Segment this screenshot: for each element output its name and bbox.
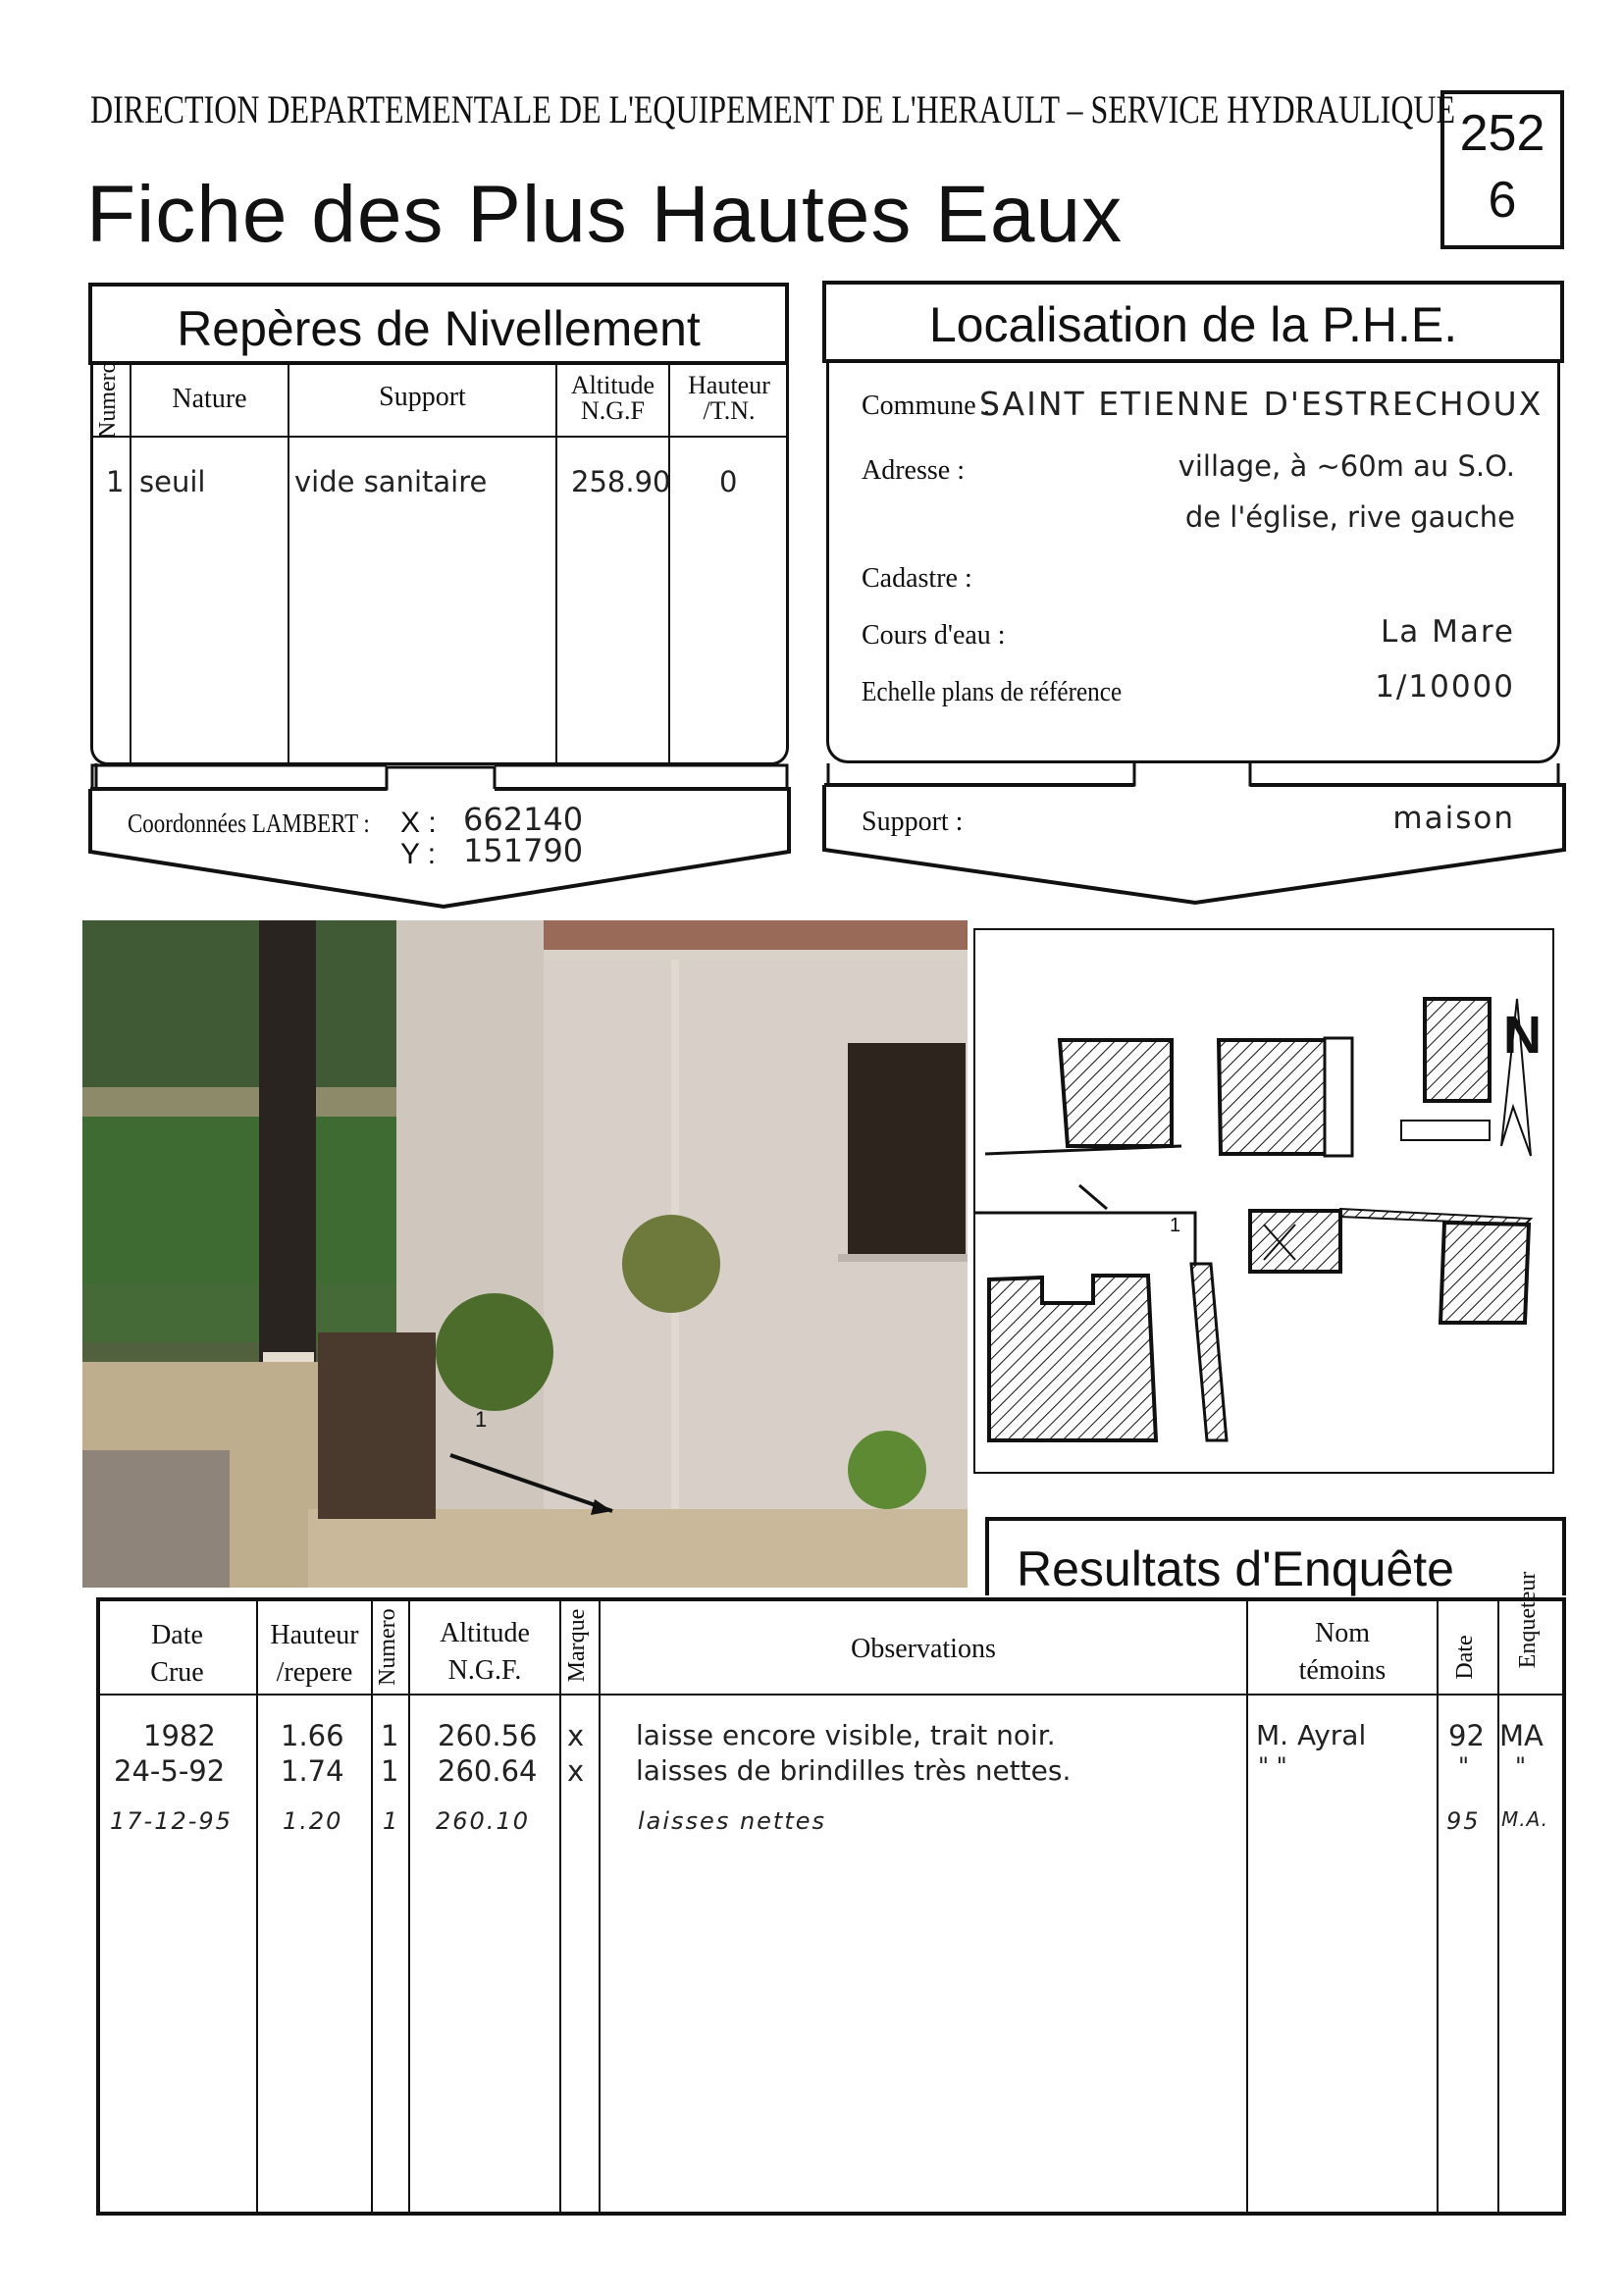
res-col-altitude (410, 1615, 559, 1690)
row3-numero: 1 (383, 1807, 400, 1835)
row3-observations: laisses nettes (638, 1807, 827, 1835)
res-col-nom-line2: témoins (1298, 1655, 1387, 1686)
res-col-hauteur-line2: /repere (276, 1657, 353, 1688)
row1-numero: 1 (381, 1719, 399, 1752)
adresse-label: Adresse : (862, 455, 965, 486)
reperes-title: Repères de Nivellement (177, 301, 701, 356)
commune-value: SAINT ETIENNE D'ESTRECHOUX (979, 385, 1544, 423)
row1-date: 92 (1448, 1719, 1485, 1752)
res-col-observations: Observations (851, 1634, 996, 1664)
res-col-numero: Numero (375, 1608, 400, 1686)
row2-temoin: " " (1258, 1752, 1287, 1780)
reference-number: 252 (1459, 105, 1545, 162)
res-col-altitude-line2: N.G.F. (447, 1655, 522, 1686)
reference-box (1440, 90, 1564, 249)
north-label: N (1503, 1006, 1542, 1065)
support-label: Support : (862, 807, 964, 837)
reperes-row-numero: 1 (106, 465, 125, 498)
res-col-date-crue-line1: Date (151, 1620, 203, 1650)
row2-observations: laisses de brindilles très nettes. (636, 1754, 1072, 1787)
row3-hauteur: 1.20 (283, 1807, 343, 1835)
res-col-date-crue (98, 1617, 256, 1692)
reperes-col-altitude (557, 373, 668, 424)
row2-hauteur: 1.74 (281, 1754, 344, 1788)
row2-marque: x (567, 1754, 585, 1788)
res-col-altitude-line1: Altitude (440, 1618, 530, 1648)
reperes-col-hauteur (670, 373, 788, 424)
row1-temoin: M. Ayral (1256, 1719, 1367, 1751)
echelle-value: 1/10000 (1375, 669, 1515, 704)
reperes-row-altitude: 258.90 (571, 465, 671, 498)
row1-date-crue: 1982 (143, 1719, 216, 1752)
row2-altitude: 260.64 (438, 1754, 538, 1788)
res-col-hauteur (258, 1617, 371, 1692)
res-col-nom (1248, 1615, 1437, 1690)
reperes-col-numero: Numero (95, 361, 121, 439)
lambert-label: Coordonnées LAMBERT : (128, 809, 370, 838)
lambert-x-label: X : (400, 807, 437, 839)
reperes-row-nature: seuil (139, 465, 206, 498)
row1-marque: x (567, 1719, 585, 1752)
row1-hauteur: 1.66 (281, 1719, 344, 1752)
cours-label: Cours d'eau : (862, 620, 1006, 651)
lambert-y-label: Y : (400, 838, 437, 870)
res-col-hauteur-line1: Hauteur (270, 1620, 359, 1650)
lambert-x-value: 662140 (463, 801, 584, 838)
row2-date-crue: 24-5-92 (114, 1754, 226, 1788)
row1-enqueteur: MA (1499, 1719, 1544, 1752)
resultats-title-box (985, 1517, 1566, 1595)
reperes-col-support: Support (379, 382, 466, 412)
page-title: Fiche des Plus Hautes Eaux (86, 170, 1124, 259)
diagram-marker: 1 (1170, 1215, 1181, 1236)
res-col-enqueteur: Enqueteur (1515, 1571, 1541, 1669)
reperes-col-altitude-line2: N.G.F (580, 396, 645, 425)
agency-line: DIRECTION DEPARTEMENTALE DE L'EQUIPEMENT DE L'HERAULT – SERVICE HYDRAULIQUE (90, 87, 1456, 131)
lambert-y-value: 151790 (463, 832, 584, 869)
reference-sub: 6 (1488, 172, 1517, 229)
reperes-col-hauteur-line1: Hauteur (688, 371, 770, 399)
res-col-date: Date (1452, 1635, 1478, 1680)
cadastre-label: Cadastre : (862, 563, 972, 594)
reperes-row-support: vide sanitaire (294, 465, 488, 498)
support-value: maison (1392, 801, 1515, 836)
photo-marker: 1 (475, 1407, 488, 1432)
row3-date-crue: 17-12-95 (110, 1807, 233, 1835)
row3-enqueteur: M.A. (1501, 1807, 1549, 1831)
support-box (820, 759, 1568, 916)
row1-altitude: 260.56 (438, 1719, 538, 1752)
cours-value: La Mare (1380, 614, 1515, 650)
row1-observations: laisse encore visible, trait noir. (636, 1719, 1056, 1751)
adresse-line1: village, à ~60m au S.O. (1178, 449, 1515, 483)
row2-date: " (1458, 1752, 1470, 1780)
reperes-col-hauteur-line2: /T.N. (703, 396, 756, 425)
reperes-col-altitude-line1: Altitude (570, 371, 655, 399)
reperes-title-box (88, 283, 789, 365)
adresse-line2: de l'église, rive gauche (1184, 500, 1515, 534)
reperes-row-hauteur: 0 (719, 465, 738, 498)
localisation-title: Localisation de la P.H.E. (928, 297, 1458, 352)
location-diagram-drawing (975, 930, 1552, 1472)
echelle-label: Echelle plans de référence (862, 677, 1123, 707)
reperes-col-nature: Nature (172, 384, 247, 414)
res-col-date-crue-line2: Crue (150, 1657, 204, 1688)
res-col-nom-line1: Nom (1315, 1618, 1370, 1648)
row3-altitude: 260.10 (436, 1807, 530, 1835)
localisation-title-box (822, 281, 1564, 363)
res-col-marque: Marque (564, 1608, 590, 1683)
site-photo (82, 920, 968, 1588)
commune-label: Commune : (862, 391, 991, 421)
row3-date: 95 (1446, 1807, 1481, 1835)
row2-enqueteur: " (1515, 1752, 1527, 1780)
row2-numero: 1 (381, 1754, 399, 1788)
resultats-title: Resultats d'Enquête (1017, 1541, 1454, 1596)
